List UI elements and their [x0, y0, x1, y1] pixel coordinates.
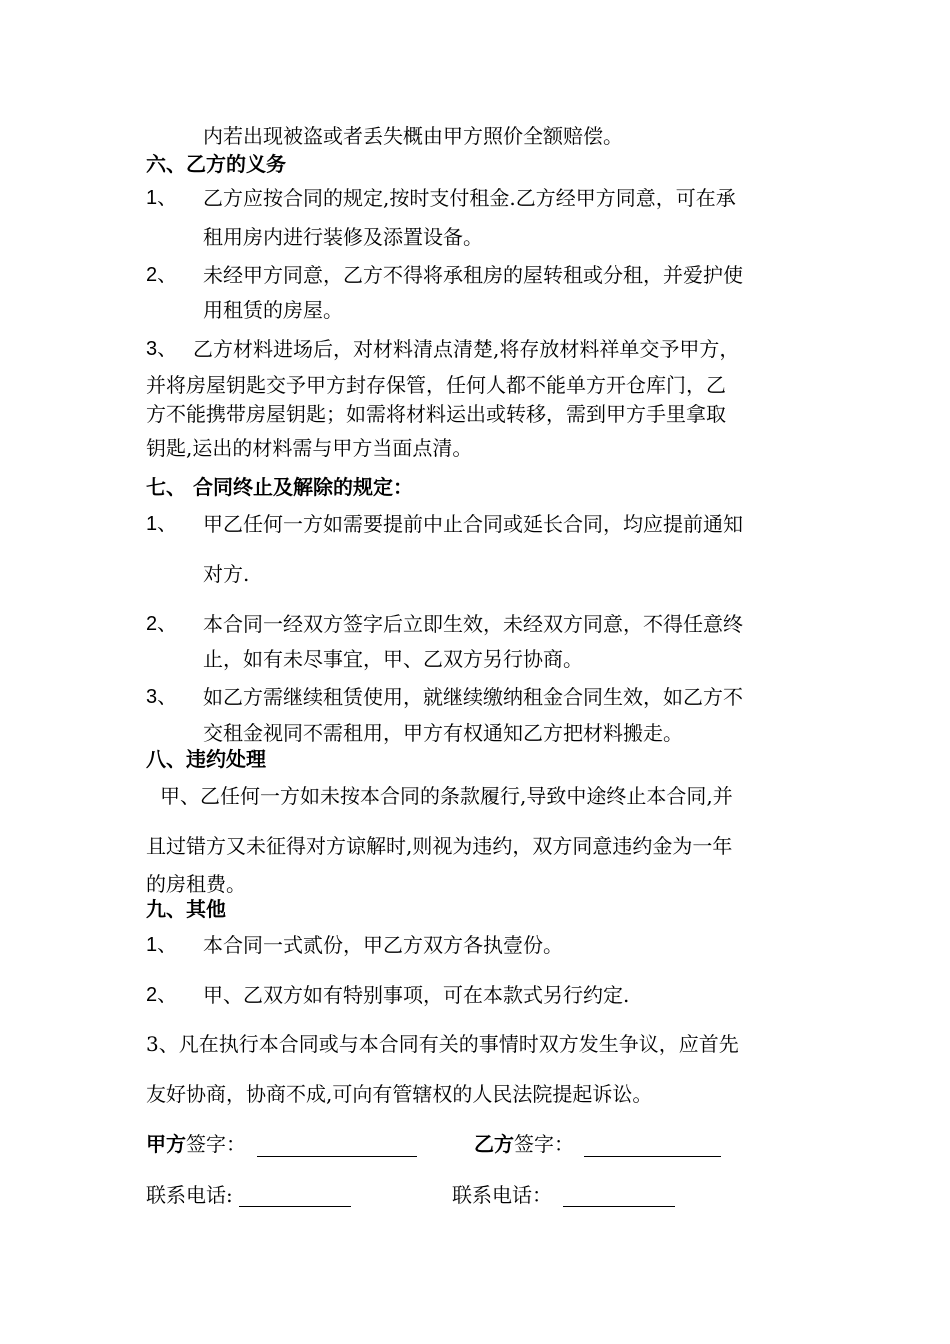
paragraph-line: 的房租费。	[146, 872, 246, 896]
party-b-phone-label: 联系电话：	[452, 1183, 552, 1207]
party-a-signature-label	[146, 1132, 246, 1156]
paragraph-line: 方不能携带房屋钥匙；如需将材料运出或转移，需到甲方手里拿取	[146, 402, 726, 426]
item-number: 2、	[146, 264, 178, 286]
section-heading-7: 七、 合同终止及解除的规定：	[146, 475, 413, 499]
paragraph-line: 用租赁的房屋。	[203, 298, 343, 322]
item-number: 1、	[146, 187, 178, 209]
paragraph-line: 本合同一经双方签字后立即生效，未经双方同意，不得任意终	[203, 612, 743, 636]
section-heading-8: 八、违约处理	[146, 747, 266, 771]
item-number: 1、	[146, 513, 178, 535]
party-b-signature-label	[474, 1132, 574, 1156]
paragraph-line: 甲、乙双方如有特别事项，可在本款式另行约定.	[203, 983, 630, 1007]
paragraph-line: 未经甲方同意，乙方不得将承租房的屋转租或分租，并爱护使	[203, 263, 743, 287]
paragraph-line: 内若出现被盗或者丢失概由甲方照价全额赔偿。	[203, 124, 623, 148]
party-b-label: 乙方	[474, 1132, 514, 1156]
signature-label: 签字：	[186, 1132, 246, 1156]
paragraph-line: 对方.	[203, 562, 250, 586]
paragraph-line: 钥匙,运出的材料需与甲方当面点清。	[146, 436, 473, 460]
party-a-label: 甲方	[146, 1132, 186, 1156]
party-b-signature-line	[584, 1156, 721, 1157]
paragraph-line: 甲乙任何一方如需要提前中止合同或延长合同，均应提前通知	[203, 512, 743, 536]
party-b-phone-line	[563, 1206, 675, 1207]
paragraph-line: 乙方材料进场后，对材料清点清楚,将存放材料祥单交予甲方，	[193, 337, 740, 361]
paragraph-line: 如乙方需继续租赁使用，就继续缴纳租金合同生效，如乙方不	[203, 685, 743, 709]
item-number: 3、	[146, 338, 178, 360]
party-a-phone-line	[239, 1206, 351, 1207]
signature-label: 签字：	[514, 1132, 574, 1156]
item-number: 3、	[146, 686, 178, 708]
party-a-phone-label: 联系电话:	[146, 1183, 233, 1207]
paragraph-line: 且过错方又未征得对方谅解时,则视为违约，双方同意违约金为一年	[146, 834, 733, 858]
paragraph-line: 本合同一式贰份，甲乙方双方各执壹份。	[203, 933, 563, 957]
paragraph-line: 甲、乙任何一方如未按本合同的条款履行,导致中途终止本合同,并	[160, 784, 733, 808]
section-heading-9: 九、其他	[146, 897, 226, 921]
paragraph-line: 租用房内进行装修及添置设备。	[203, 225, 483, 249]
paragraph-line: 友好协商，协商不成,可向有管辖权的人民法院提起诉讼。	[146, 1082, 653, 1106]
paragraph-line: 止，如有未尽事宜，甲、乙双方另行协商。	[203, 647, 583, 671]
paragraph-line: 交租金视同不需租用，甲方有权通知乙方把材料搬走。	[203, 721, 683, 745]
item-number: 2、	[146, 984, 178, 1006]
paragraph-line: 3、凡在执行本合同或与本合同有关的事情时双方发生争议，应首先	[146, 1032, 739, 1056]
paragraph-line: 并将房屋钥匙交予甲方封存保管，任何人都不能单方开仓库门，乙	[146, 373, 726, 397]
party-a-signature-line	[257, 1156, 417, 1157]
item-number: 2、	[146, 613, 178, 635]
section-heading-6: 六、乙方的义务	[146, 152, 286, 176]
item-number: 1、	[146, 934, 178, 956]
paragraph-line: 乙方应按合同的规定,按时支付租金.乙方经甲方同意，可在承	[203, 186, 736, 210]
